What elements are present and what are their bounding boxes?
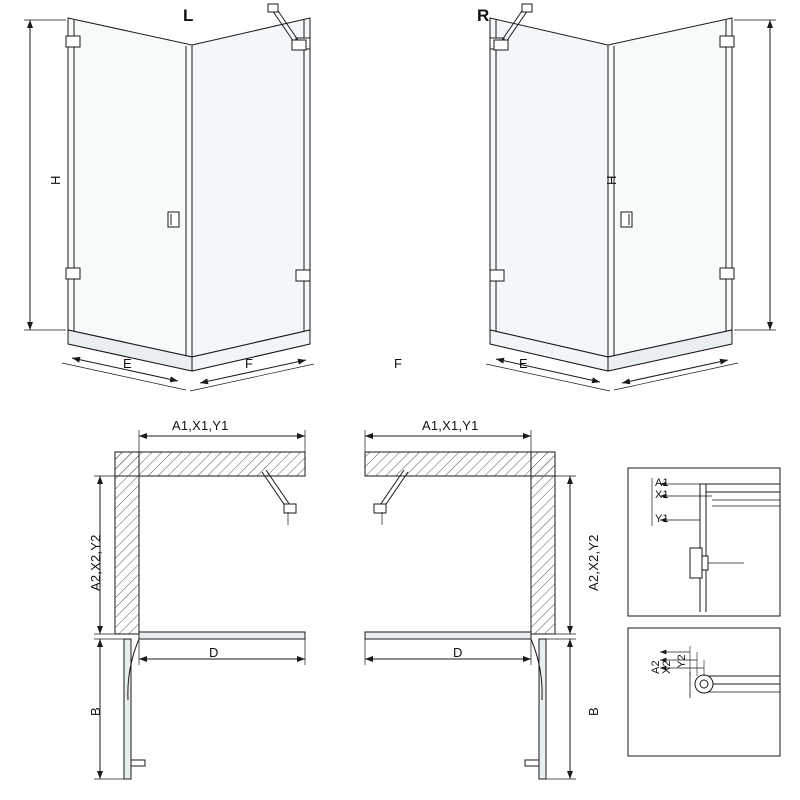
view-label-right: R [477,6,490,25]
dim-f-right: F [394,356,403,371]
dim-b-left: B [88,707,103,716]
detail-label-a2: A2 [650,660,662,674]
detail-label-x2: X2 [661,660,673,674]
plan-view-left [94,430,305,779]
dim-h-left: H [48,175,63,185]
dim-d-right: D [453,645,463,660]
dim-a2x2y2-right: A2,X2,Y2 [586,534,601,591]
detail-label-y2: Y2 [676,654,688,668]
dim-a2x2y2-left: A2,X2,Y2 [88,534,103,591]
dim-f-left: F [245,356,254,371]
iso-view-right [486,4,776,391]
detail-label-y1: Y1 [655,513,669,525]
dim-d-left: D [209,645,219,660]
view-label-left: L [183,6,194,25]
dim-a1x1y1-right: A1,X1,Y1 [422,418,479,433]
dim-e-left: E [123,356,132,371]
dim-e-right: E [519,356,528,371]
dim-b-right: B [586,707,601,716]
detail-label-a1: A1 [655,477,669,489]
detail-box-top [628,468,780,616]
detail-label-x1: X1 [655,489,669,501]
dim-a1x1y1-left: A1,X1,Y1 [172,418,229,433]
iso-view-left [24,4,314,391]
dim-h-right: H [604,175,619,185]
plan-view-right [365,430,576,779]
detail-box-bottom [628,628,780,756]
